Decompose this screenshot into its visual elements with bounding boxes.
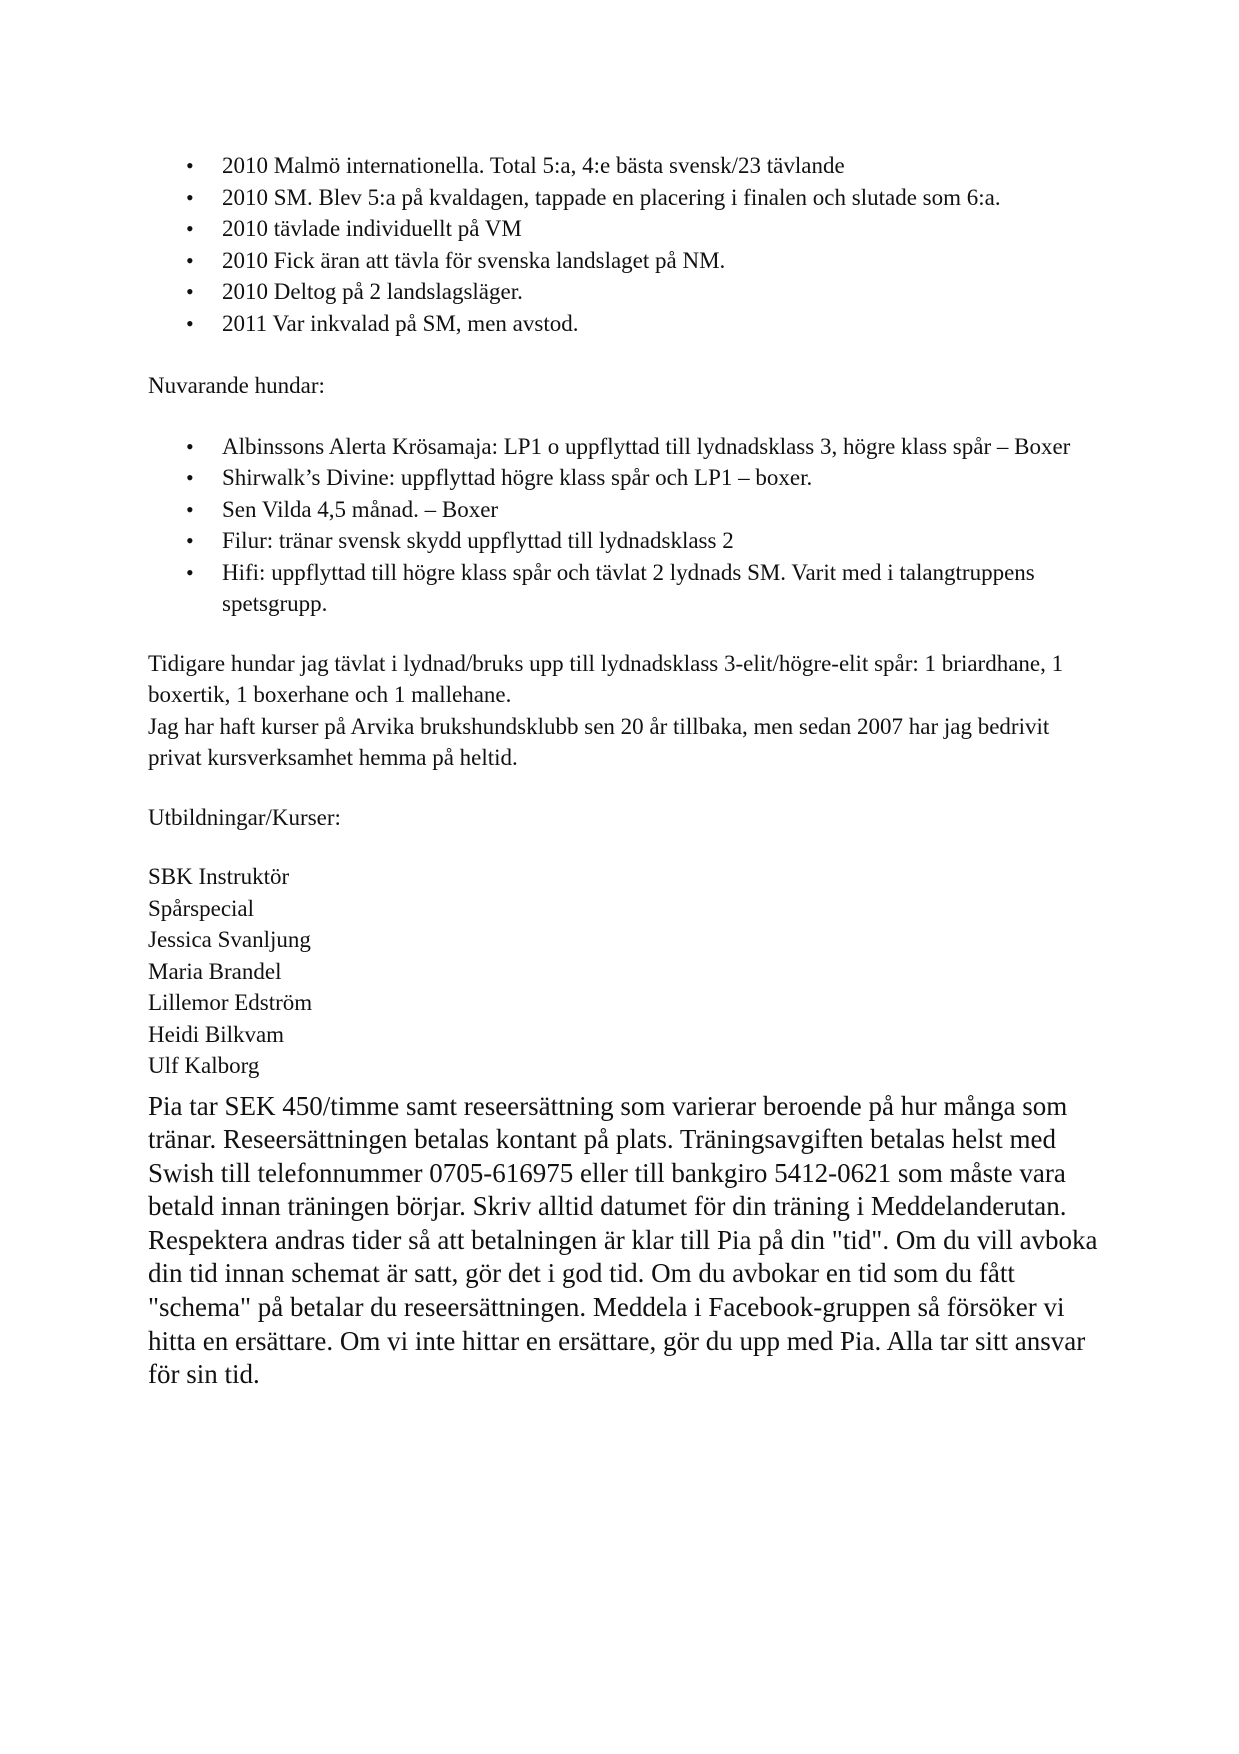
education-list xyxy=(148,861,1108,1082)
bullet-icon: • xyxy=(186,247,194,273)
list-item: • 2010 tävlade individuellt på VM xyxy=(222,213,1108,245)
list-item: Ulf Kalborg xyxy=(148,1053,260,1078)
list-item: Heidi Bilkvam xyxy=(148,1021,285,1047)
document-page xyxy=(148,150,1108,1392)
payment-info-paragraph: Pia tar SEK 450/timme samt reseersättning som varierar beroende på hur många som tränar. Reseersättningen betalas kontant på plats. Träningsavgiften betalas helst med Swish till telefonnummer 0705-616975 eller till bankgiro 5412-0621 som måste vara betald innan träningen börjar. Skriv alltid datumet för din träning i Meddelanderutan. Respektera andras tider så att betalningen är klar till Pia på din "tid". Om du vill avboka din tid innan schemat är satt, gör det i god tid. Om du avbokar en tid som du fått "schema" på betalar du reseersättningen. Meddela i Facebook-gruppen så försöker vi hitta en ersättare. Om vi inte hittar en ersättare, gör du upp med Pia. Alla tar sitt ansvar för sin tid. xyxy=(148,1090,1098,1390)
bullet-icon: • xyxy=(186,184,194,210)
list-item: • 2010 Deltog på 2 landslagsläger. xyxy=(222,276,1108,308)
list-item: Jessica Svanljung xyxy=(148,927,311,952)
list-item: • 2011 Var inkvalad på SM, men avstod. xyxy=(222,308,1108,340)
bullet-icon: • xyxy=(186,433,194,459)
education-heading: Utbildningar/Kurser: xyxy=(148,804,341,830)
list-item: • Hifi: uppflyttad till högre klass spår och tävlat 2 lydnads SM. Varit med i talangtruppens spetsgrupp. xyxy=(222,557,1108,620)
previous-dogs-paragraph: Tidigare hundar jag tävlat i lydnad/bruks upp till lydnadsklass 3-elit/högre-elit spår: 1 briardhane, 1 boxertik, 1 boxerhane och 1 mallehane. xyxy=(148,650,1064,707)
bullet-icon: • xyxy=(186,528,194,553)
list-item: Maria Brandel xyxy=(148,958,282,984)
courses-history-paragraph: Jag har haft kurser på Arvika brukshundsklubb sen 20 år tillbaka, men sedan 2007 har jag bedrivit privat kursverksamhet hemma på heltid. xyxy=(148,713,1050,770)
list-item: Lillemor Edström xyxy=(148,990,313,1015)
list-item: • Sen Vilda 4,5 månad. – Boxer xyxy=(222,494,1108,526)
current-dogs-list xyxy=(148,431,1108,620)
list-item: Spårspecial xyxy=(148,895,255,921)
bullet-icon: • xyxy=(186,559,194,585)
current-dogs-heading: Nuvarande hundar: xyxy=(148,373,325,398)
list-item: • Filur: tränar svensk skydd uppflyttad till lydnadsklass 2 xyxy=(222,525,1108,557)
list-item: SBK Instruktör xyxy=(148,864,290,889)
list-item: • Shirwalk’s Divine: uppflyttad högre klass spår och LP1 – boxer. xyxy=(222,462,1108,494)
bullet-icon: • xyxy=(186,153,194,178)
list-item: • 2010 Fick äran att tävla för svenska landslaget på NM. xyxy=(222,245,1108,277)
list-item: • 2010 SM. Blev 5:a på kvaldagen, tappade en placering i finalen och slutade som 6:a. xyxy=(222,182,1108,214)
results-list xyxy=(148,150,1108,339)
bullet-icon: • xyxy=(186,279,194,304)
bullet-icon: • xyxy=(186,496,194,522)
bullet-icon: • xyxy=(186,216,194,241)
list-item: • 2010 Malmö internationella. Total 5:a, 4:e bästa svensk/23 tävlande xyxy=(222,150,1108,182)
bullet-icon: • xyxy=(186,465,194,490)
list-item: • Albinssons Alerta Krösamaja: LP1 o uppflyttad till lydnadsklass 3, högre klass spår – Boxer xyxy=(222,431,1108,463)
bullet-icon: • xyxy=(186,310,194,336)
